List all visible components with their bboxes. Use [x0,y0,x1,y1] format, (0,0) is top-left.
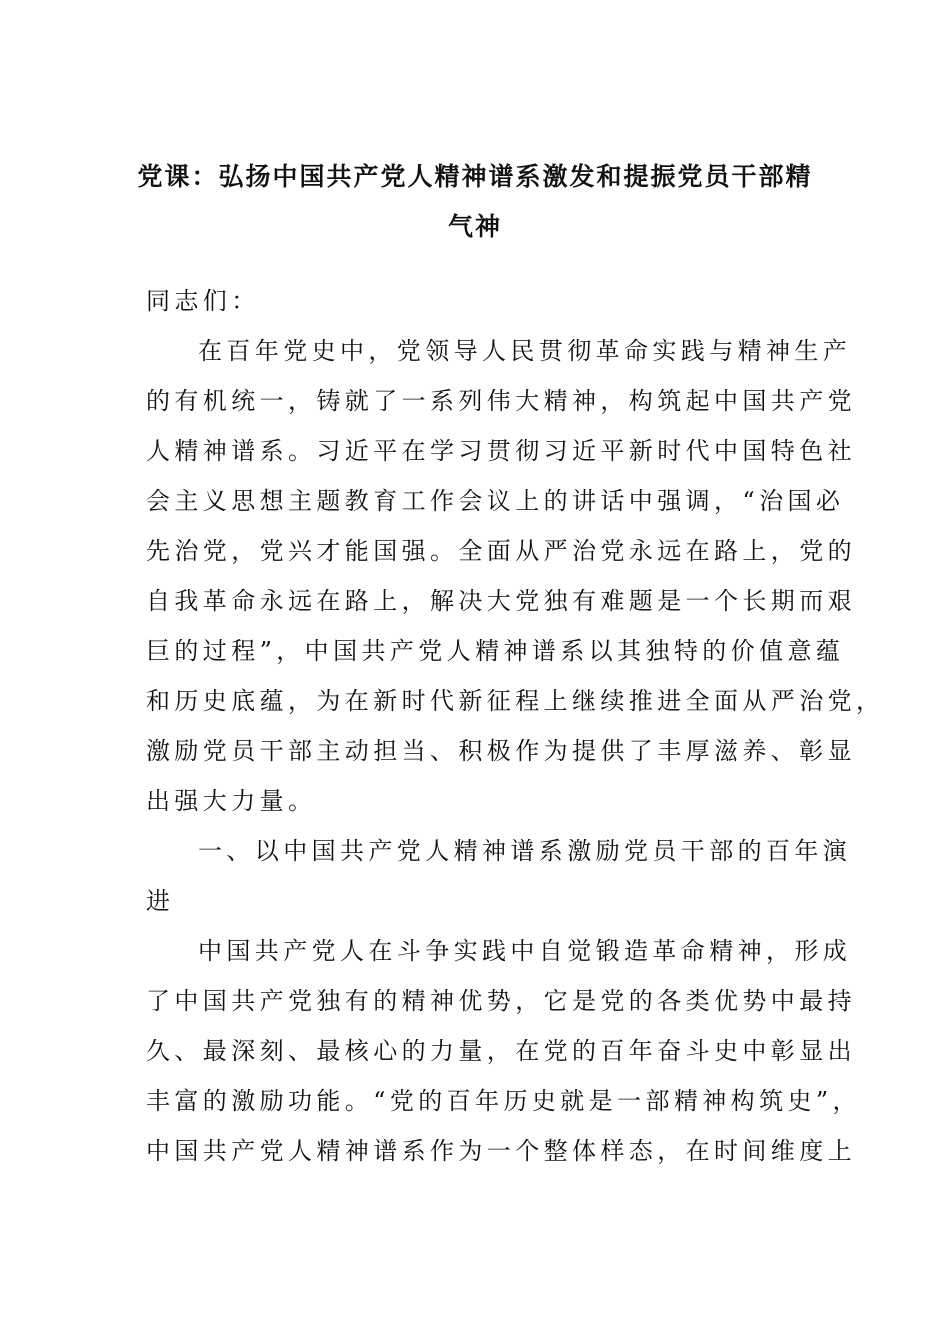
paragraph-line: 了中国共产党独有的精神优势，它是党的各类优势中最持 [146,987,856,1015]
document-title [120,152,830,252]
paragraph-line: 巨的过程”，中国共产党人精神谱系以其独特的价值意蕴 [146,637,845,665]
paragraph-line: 和历史底蕴，为在新时代新征程上继续推进全面从严治党， [146,687,885,715]
paragraph-line: 会主义思想主题教育工作会议上的讲话中强调，“治国必 [146,487,845,515]
paragraph-line: 的有机统一，铸就了一系列伟大精神，构筑起中国共产党 [146,387,856,415]
paragraph-line: 先治党，党兴才能国强。全面从严治党永远在路上，党的 [146,537,856,565]
title-line-2: 气神 [447,212,502,241]
paragraph-1 [146,326,885,826]
paragraph-line: 出强大力量。 [146,787,317,815]
paragraph-line: 中国共产党人在斗争实践中自觉锻造革命精神，形成 [198,937,852,965]
heading-line: 一、以中国共产党人精神谱系激励党员干部的百年演 [198,837,852,865]
title-line-1: 党课：弘扬中国共产党人精神谱系激发和提振党员干部精 [137,162,813,191]
paragraph-2 [146,926,861,1176]
document-body [146,276,885,1176]
paragraph-line: 激励党员干部主动担当、积极作为提供了丰厚滋养、彰显 [146,737,856,765]
paragraph-line: 中国共产党人精神谱系作为一个整体样态，在时间维度上 [146,1137,856,1165]
heading-line: 进 [146,887,175,915]
paragraph-line: 人精神谱系。习近平在学习贯彻习近平新时代中国特色社 [146,437,856,465]
paragraph-line: 在百年党史中，党领导人民贯彻革命实践与精神生产 [198,337,852,365]
paragraph-line: 久、最深刻、最核心的力量，在党的百年奋斗史中彰显出 [146,1037,856,1065]
paragraph-line: 自我革命永远在路上，解决大党独有难题是一个长期而艰 [146,587,856,615]
salutation: 同志们： [146,287,260,315]
paragraph-line: 丰富的激励功能。“党的百年历史就是一部精神构筑史”， [146,1087,861,1115]
section-heading-1 [146,826,852,926]
